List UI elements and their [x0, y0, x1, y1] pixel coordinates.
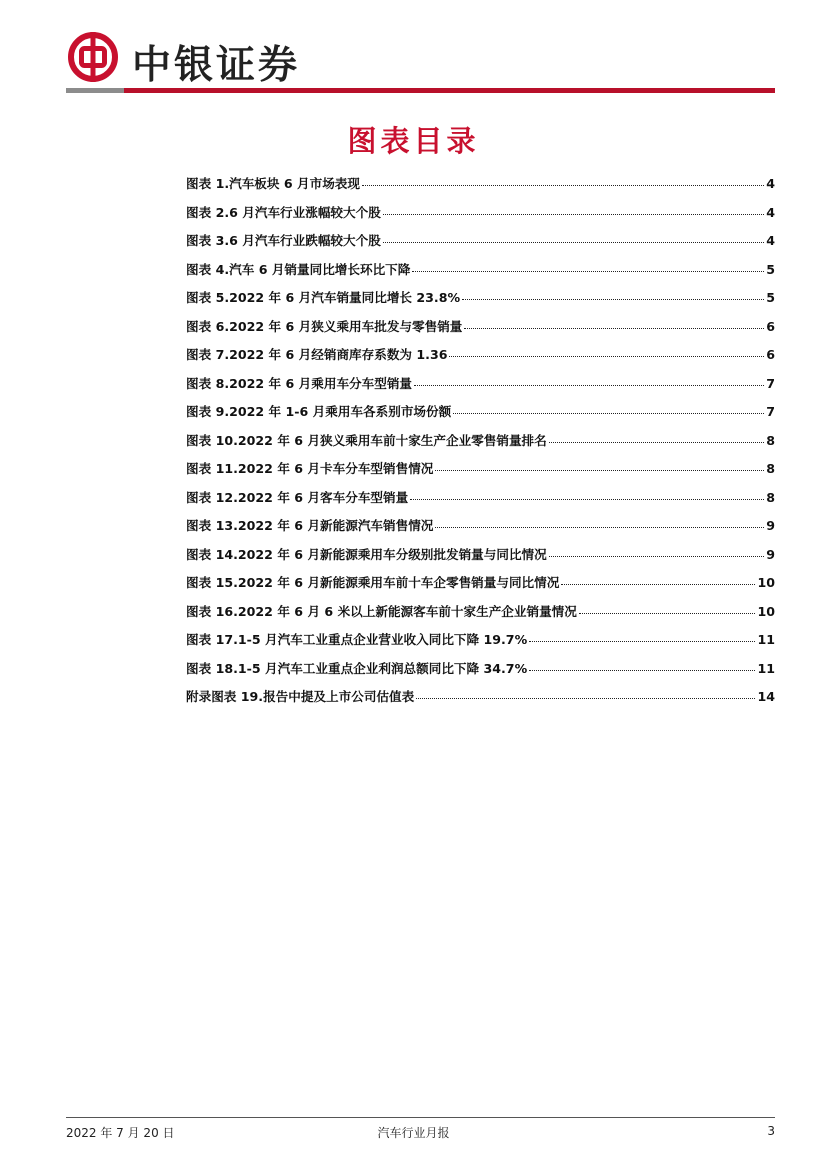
- toc-entry-page: 4: [766, 204, 775, 220]
- toc-entry[interactable]: [186, 544, 775, 573]
- toc-entry-label: 图表 9.2022 年 1-6 月乘用车各系别市场份额: [186, 404, 452, 419]
- toc-entry-page: 5: [766, 290, 775, 305]
- report-type: 汽车行业月报: [377, 1126, 450, 1140]
- toc-entry-label: 图表 4.汽车 6 月销量同比增长环比下降: [186, 261, 411, 277]
- toc-entry-label: 图表 5.2022 年 6 月汽车销量同比增长 23.8%: [186, 290, 461, 305]
- toc-entry[interactable]: [186, 686, 775, 715]
- toc-entry-page: 11: [757, 632, 775, 647]
- toc-entry[interactable]: [186, 173, 775, 202]
- toc-dot-leader: [414, 375, 764, 386]
- toc-entry-label: 图表 1.汽车板块 6 月市场表现: [186, 176, 360, 191]
- toc-entry-page: 7: [766, 375, 775, 391]
- toc-entry-page: 6: [766, 318, 775, 334]
- toc-entry-page: 8: [766, 489, 775, 505]
- toc-entry-label: 图表 3.6 月汽车行业跌幅较大个股: [186, 233, 381, 248]
- toc-entry[interactable]: [186, 259, 775, 288]
- report-date: 2022 年 7 月 20 日: [66, 1126, 175, 1140]
- toc-entry-label: 图表 10.2022 年 6 月狭义乘用车前十家生产企业零售销量排名: [186, 432, 547, 448]
- toc-dot-leader: [416, 688, 755, 699]
- toc-entry-label: 附录图表 19.报告中提及上市公司估值表: [186, 689, 415, 704]
- toc-entry-page: 4: [766, 233, 775, 248]
- toc-entry-page: 6: [766, 347, 775, 362]
- toc-dot-leader: [579, 603, 756, 614]
- toc-dot-leader: [383, 232, 764, 243]
- toc-dot-leader: [462, 289, 764, 300]
- toc-entry-label: 图表 2.6 月汽车行业涨幅较大个股: [186, 204, 381, 220]
- toc-dot-leader: [410, 489, 764, 500]
- toc-entry-page: 7: [766, 404, 775, 419]
- toc-entry[interactable]: [186, 401, 775, 430]
- toc-entry[interactable]: [186, 601, 775, 630]
- header-rule-red: [124, 88, 775, 93]
- page-number: 3: [767, 1124, 775, 1138]
- toc-dot-leader: [383, 204, 764, 215]
- footer-divider: [66, 1117, 775, 1118]
- toc-entry-label: 图表 14.2022 年 6 月新能源乘用车分级别批发销量与同比情况: [186, 546, 547, 562]
- toc-dot-leader: [435, 517, 764, 528]
- toc-entry[interactable]: [186, 202, 775, 231]
- toc-entry-page: 10: [757, 603, 775, 619]
- toc-entry[interactable]: [186, 572, 775, 601]
- toc-entry-label: 图表 11.2022 年 6 月卡车分车型销售情况: [186, 461, 434, 476]
- toc-entry[interactable]: [186, 487, 775, 516]
- toc-entry-page: 4: [766, 176, 775, 191]
- toc-entry-page: 9: [766, 546, 775, 562]
- toc-dot-leader: [529, 631, 755, 642]
- bank-of-china-logo: [66, 30, 120, 84]
- toc-entry[interactable]: [186, 373, 775, 402]
- toc-entry-page: 14: [757, 689, 775, 704]
- toc-entry-page: 11: [757, 660, 775, 676]
- toc-entry[interactable]: [186, 515, 775, 544]
- toc-entry-page: 8: [766, 432, 775, 448]
- toc-entry-label: 图表 7.2022 年 6 月经销商库存系数为 1.36: [186, 347, 448, 362]
- brand-name: 中银证券: [132, 42, 301, 88]
- toc-entry[interactable]: [186, 658, 775, 687]
- toc-dot-leader: [453, 403, 764, 414]
- toc-entry-label: 图表 16.2022 年 6 月 6 米以上新能源客车前十家生产企业销量情况: [186, 603, 577, 619]
- toc-dot-leader: [549, 432, 765, 443]
- toc-dot-leader: [435, 460, 764, 471]
- toc-entry[interactable]: [186, 287, 775, 316]
- toc-dot-leader: [464, 318, 764, 329]
- toc-entry-page: 8: [766, 461, 775, 476]
- header-rule-grey: [66, 88, 124, 93]
- toc-entry[interactable]: [186, 230, 775, 259]
- toc-title: 图表目录: [347, 124, 480, 158]
- toc-entry[interactable]: [186, 344, 775, 373]
- toc-entry[interactable]: [186, 316, 775, 345]
- toc-entry-label: 图表 13.2022 年 6 月新能源汽车销售情况: [186, 518, 434, 533]
- toc-entry-page: 9: [766, 518, 775, 533]
- toc-entry-label: 图表 18.1-5 月汽车工业重点企业利润总额同比下降 34.7%: [186, 660, 528, 676]
- toc-entry-label: 图表 12.2022 年 6 月客车分车型销量: [186, 489, 409, 505]
- toc-entry[interactable]: [186, 430, 775, 459]
- toc-entry-label: 图表 6.2022 年 6 月狭义乘用车批发与零售销量: [186, 318, 463, 334]
- toc-dot-leader: [561, 574, 755, 585]
- toc-entry-label: 图表 15.2022 年 6 月新能源乘用车前十车企零售销量与同比情况: [186, 575, 560, 590]
- toc-entry[interactable]: [186, 458, 775, 487]
- toc-entry[interactable]: [186, 629, 775, 658]
- toc-entry-label: 图表 17.1-5 月汽车工业重点企业营业收入同比下降 19.7%: [186, 632, 528, 647]
- toc-entry-page: 10: [757, 575, 775, 590]
- toc-dot-leader: [412, 261, 764, 272]
- toc-dot-leader: [449, 346, 764, 357]
- toc-dot-leader: [549, 546, 765, 557]
- toc-dot-leader: [362, 175, 764, 186]
- toc-dot-leader: [529, 660, 755, 671]
- table-of-contents: [186, 173, 775, 715]
- toc-entry-label: 图表 8.2022 年 6 月乘用车分车型销量: [186, 375, 413, 391]
- toc-entry-page: 5: [766, 261, 775, 277]
